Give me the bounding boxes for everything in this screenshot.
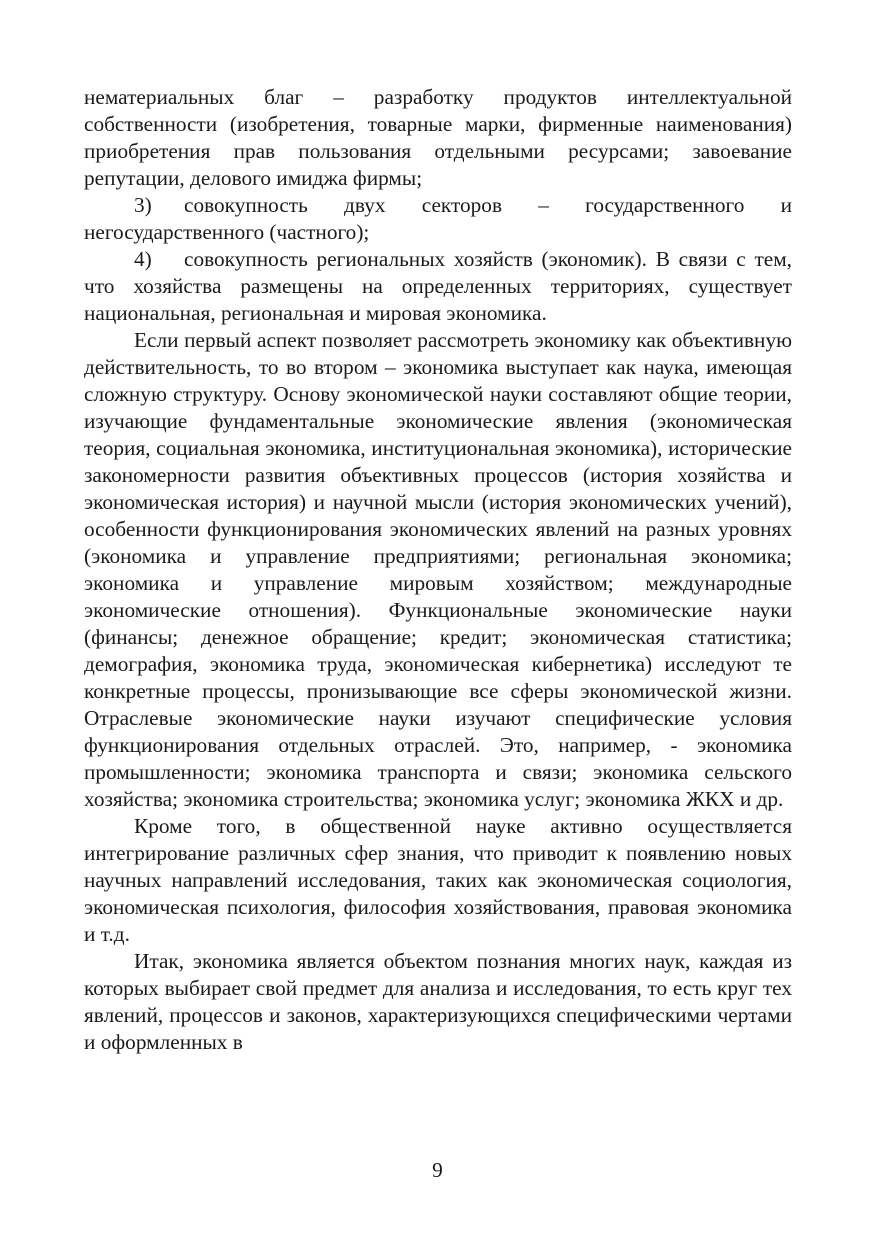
- list-item: [84, 192, 792, 246]
- paragraph-continuation: нематериальных благ – разработку продуктов интеллектуальной собственности (изобретения, товарные марки, фирменные наименования) приобретения прав пользования отдельными ресурсами; завоевание репутации, делового имиджа фирмы;: [84, 85, 792, 190]
- page-body: [84, 84, 792, 1056]
- list-item-text: совокупность двух секторов – государственного и негосударственного (частного);: [84, 193, 792, 244]
- list-item-text: совокупность региональных хозяйств (экономик). В связи с тем, что хозяйства размещены на определенных территориях, существует национальная, региональная и мировая экономика.: [84, 247, 792, 325]
- list-item-number: 3): [134, 193, 152, 217]
- list-item: [84, 246, 792, 327]
- paragraph: Кроме того, в общественной науке активно осуществляется интегрирование различных сфер знания, что приводит к появлению новых научных направлений исследования, таких как экономическая социология, экономическая психология, философия хозяйствования, правовая экономика и т.д.: [84, 814, 792, 946]
- paragraph: Итак, экономика является объектом познания многих наук, каждая из которых выбирает свой предмет для анализа и исследования, то есть круг тех явлений, процессов и законов, характеризующихся специфическими чертами и оформленных в: [84, 949, 792, 1054]
- page-number: 9: [432, 1158, 443, 1182]
- paragraph: Если первый аспект позволяет рассмотреть экономику как объективную действительность, то во втором – экономика выступает как наука, имеющая сложную структуру. Основу экономической науки составляют общие теории, изучающие фундаментальные экономические явления (экономическая теория, социальная экономика, институциональная экономика), исторические закономерности развития объективных процессов (история хозяйства и экономическая история) и научной мысли (история экономических учений), особенности функционирования экономических явлений на разных уровнях (экономика и управление предприятиями; региональная экономика; экономика и управление мировым хозяйством; международные экономические отношения). Функциональные экономические науки (финансы; денежное обращение; кредит; экономическая статистика; демография, экономика труда, экономическая кибернетика) исследуют те конкретные процессы, пронизывающие все сферы экономической жизни. Отраслевые экономические науки изучают специфические условия функционирования отдельных отраслей. Это, например, - экономика промышленности; экономика транспорта и связи; экономика сельского хозяйства; экономика строительства; экономика услуг; экономика ЖКХ и др.: [84, 328, 792, 811]
- list-item-number: 4): [134, 247, 152, 271]
